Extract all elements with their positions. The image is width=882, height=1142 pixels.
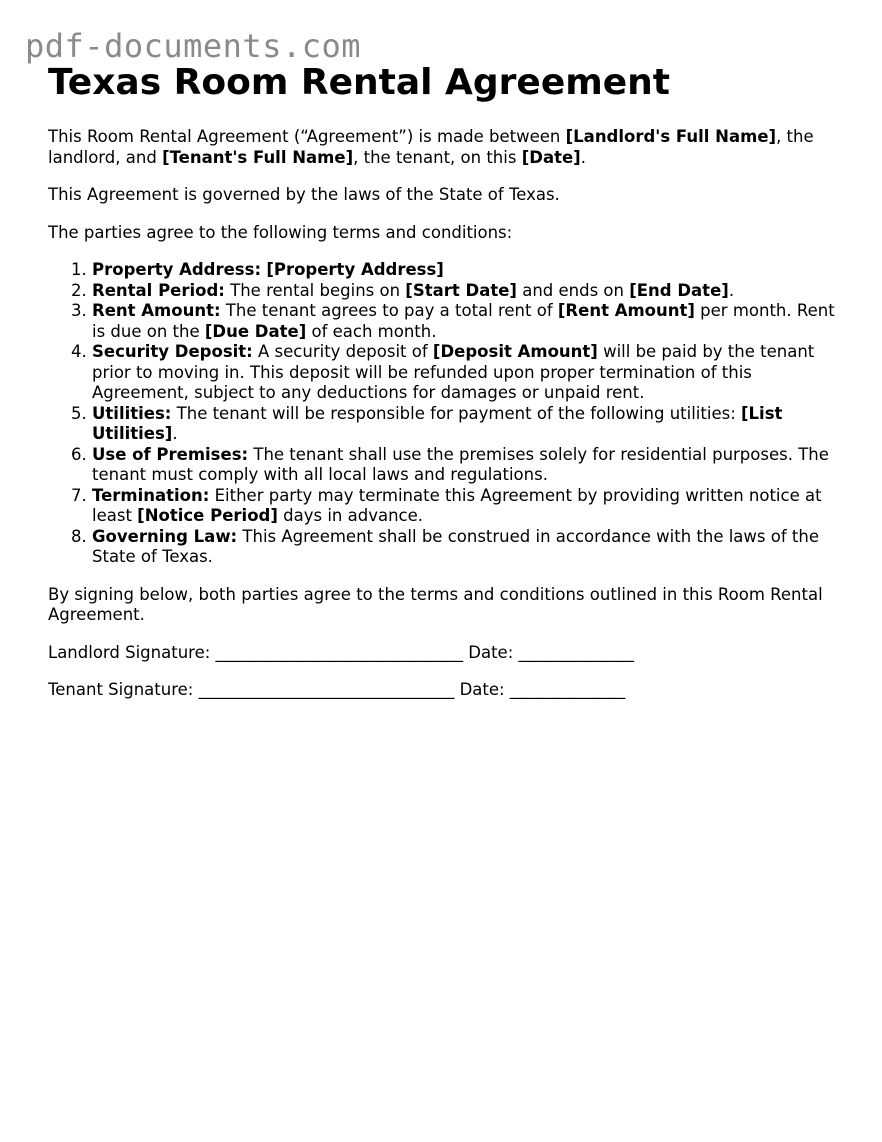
term-termination bbox=[92, 486, 848, 527]
document-title: Texas Room Rental Agreement bbox=[48, 62, 671, 103]
utilities-list-placeholder: [List Utilities] bbox=[92, 403, 783, 443]
landlord-signature-line: Landlord Signature: ______________________________ Date: ______________ bbox=[48, 642, 635, 662]
term-text: . bbox=[728, 280, 735, 300]
governing-sentence: This Agreement is governed by the laws of the State of Texas. bbox=[48, 185, 560, 204]
intro-text-3: , the tenant, on this bbox=[353, 147, 522, 167]
intro-paragraph bbox=[48, 127, 848, 168]
property-address-placeholder: [Property Address] bbox=[266, 260, 444, 279]
term-text: A security deposit of bbox=[252, 342, 433, 361]
term-rental-period bbox=[92, 281, 848, 302]
term-label: Property Address: bbox=[92, 260, 262, 279]
due-date-placeholder: [Due Date] bbox=[204, 321, 307, 341]
term-text: and ends on bbox=[516, 280, 630, 300]
term-label: Governing Law: bbox=[92, 526, 238, 546]
term-text: The tenant agrees to pay a total rent of bbox=[220, 301, 558, 320]
term-text: The tenant shall use the premises solely for residential purposes. The tenant must comply with all local laws and regulations. bbox=[92, 444, 829, 484]
tenant-name-placeholder: [Tenant's Full Name] bbox=[162, 147, 354, 167]
terms-intro: The parties agree to the following terms and conditions: bbox=[48, 222, 513, 242]
term-text: per month. Rent is due on the bbox=[92, 301, 835, 341]
term-text: days in advance. bbox=[277, 506, 423, 525]
date-placeholder: [Date] bbox=[521, 147, 581, 167]
term-text: of each month. bbox=[306, 321, 437, 341]
end-date-placeholder: [End Date] bbox=[629, 280, 729, 300]
term-label: Rental Period: bbox=[92, 280, 225, 300]
tenant-signature-line: Tenant Signature: _______________________________ Date: ______________ bbox=[48, 680, 626, 699]
term-security-deposit bbox=[92, 342, 848, 404]
term-label: Security Deposit: bbox=[92, 342, 253, 361]
term-label: Utilities: bbox=[92, 403, 172, 423]
term-label: Rent Amount: bbox=[92, 301, 221, 320]
rent-amount-placeholder: [Rent Amount] bbox=[557, 301, 695, 320]
term-text: The tenant will be responsible for payment of the following utilities: bbox=[171, 403, 741, 423]
term-label: Termination: bbox=[92, 485, 210, 505]
deposit-amount-placeholder: [Deposit Amount] bbox=[432, 342, 598, 361]
terms-list bbox=[48, 260, 848, 568]
start-date-placeholder: [Start Date] bbox=[405, 280, 517, 300]
intro-text-2: , the landlord, and bbox=[48, 127, 814, 167]
term-property-address bbox=[92, 260, 848, 281]
intro-text-4: . bbox=[580, 147, 586, 167]
intro-text-1: This Room Rental Agreement (“Agreement”) is made between bbox=[48, 127, 566, 146]
term-governing-law bbox=[92, 527, 848, 568]
signing-paragraph: By signing below, both parties agree to the terms and conditions outlined in this Room Rental Agreement. bbox=[48, 584, 823, 624]
term-utilities bbox=[92, 404, 848, 445]
term-use-of-premises bbox=[92, 445, 848, 486]
watermark: pdf-documents.com bbox=[25, 27, 362, 65]
term-text: will be paid by the tenant prior to moving in. This deposit will be refunded upon proper termination of this Agreement, subject to any deductions for damages or unpaid rent. bbox=[92, 342, 815, 402]
term-text: This Agreement shall be construed in accordance with the laws of the State of Texas. bbox=[92, 526, 819, 566]
term-text: Either party may terminate this Agreement by providing written notice at least bbox=[92, 485, 822, 525]
notice-period-placeholder: [Notice Period] bbox=[137, 506, 278, 525]
term-text: . bbox=[172, 424, 178, 443]
document-page bbox=[48, 62, 848, 701]
term-label: Use of Premises: bbox=[92, 444, 249, 464]
landlord-name-placeholder: [Landlord's Full Name] bbox=[565, 127, 777, 146]
term-text: The rental begins on bbox=[224, 280, 406, 300]
term-rent-amount bbox=[92, 301, 848, 342]
